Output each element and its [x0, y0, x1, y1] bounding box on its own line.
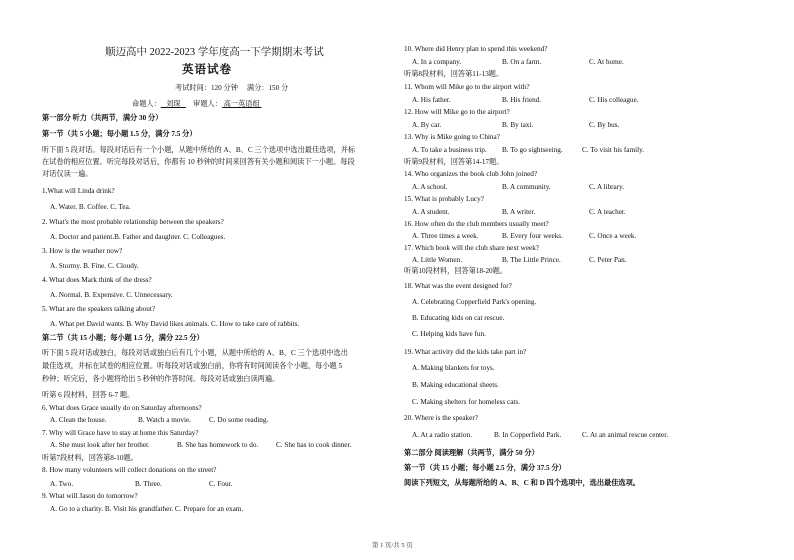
part1-heading: 第一部分 听力（共两节，满分 30 分） — [42, 114, 163, 122]
author-name: 刘琛 — [166, 100, 181, 108]
question-13-option-a: A. To take a business trip. — [412, 146, 487, 154]
question-18-option-a: A. Celebrating Copperfield Park's opening. — [412, 298, 537, 306]
section1-instruction: 对话仅读一遍。 — [42, 170, 93, 178]
author-label: 命题人： — [132, 100, 161, 108]
question-8-option-b: B. Three. — [135, 480, 162, 488]
question-6-option-a: A. Clean the house. — [50, 416, 107, 424]
question-6: 6. What does Grace usually do on Saturday afternoons? — [42, 404, 202, 412]
question-5-options: A. What pet David wants. B. Why David likes animals. C. How to take care of rabbits. — [50, 320, 300, 328]
section1-heading: 第一节（共 5 小题；每小题 1.5 分，满分 7.5 分） — [42, 130, 197, 138]
exam-meta-authors — [132, 99, 261, 109]
question-2: 2. What's the most probable relationship between the speakers? — [42, 218, 224, 226]
question-3-options: A. Stormy. B. Fine. C. Cloudy. — [50, 262, 139, 270]
question-6-option-c: C. Do some reading. — [209, 416, 269, 424]
question-19-option-a: A. Making blankets for toys. — [412, 364, 495, 372]
material-7-label: 听第7段材料，回答第8-10题。 — [42, 454, 138, 462]
question-17: 17. Which book will the club share next week? — [404, 244, 539, 252]
material-10-label: 听第10段材料，回答第18-20题。 — [404, 267, 508, 275]
question-6-option-b: B. Watch a movie. — [138, 416, 191, 424]
question-15-option-b: B. A writer. — [502, 208, 536, 216]
question-15-option-a: A. A student. — [412, 208, 450, 216]
question-5: 5. What are the speakers talking about? — [42, 305, 156, 313]
question-16: 16. How often do the club members usually meet? — [404, 220, 549, 228]
section2-heading: 第二节（共 15 小题；每小题 1.5 分，满分 22.5 分） — [42, 334, 204, 342]
question-3: 3. How is the weather now? — [42, 247, 123, 255]
section2-instruction: 听下面 5 段对话或独白，每段对话或独白后有几个小题，从题中所给的 A、B、C 三个选项中选出 — [42, 349, 348, 357]
question-4: 4. What does Mark think of the dress? — [42, 276, 152, 284]
question-11-option-a: A. His father. — [412, 96, 451, 104]
question-20-option-b: B. In Copperfield Park. — [494, 431, 562, 439]
question-17-option-a: A. Little Women. — [412, 256, 462, 264]
question-8-option-c: C. Four. — [209, 480, 233, 488]
page-number: 第 1 页/共 5 页 — [372, 542, 413, 549]
material-8-label: 听第8段材料，回答第11-13题。 — [404, 70, 504, 78]
question-19-option-c: C. Making shelters for homeless cats. — [412, 398, 520, 406]
question-18-option-c: C. Helping kids have fun. — [412, 330, 486, 338]
exam-meta-time — [175, 83, 288, 93]
score-label: 满分：150 分 — [246, 84, 289, 92]
material-6-label: 听第 6 段材料，回答 6-7 题。 — [42, 391, 135, 399]
question-9-options: A. Go to a charity. B. Visit his grandfather. C. Prepare for an exam. — [50, 505, 244, 513]
question-13: 13. Why is Mike going to China? — [404, 133, 500, 141]
question-18: 18. What was the event designed for? — [404, 282, 512, 290]
question-18-option-b: B. Educating kids on cat rescue. — [412, 314, 505, 322]
question-20-option-c: C. At an animal rescue center. — [582, 431, 669, 439]
question-19: 19. What activity did the kids take part in? — [404, 348, 527, 356]
question-11-option-c: C. His colleague. — [589, 96, 639, 104]
question-13-option-c: C. To visit his family. — [582, 146, 644, 154]
question-7: 7. Why will Grace have to stay at home this Saturday? — [42, 429, 199, 437]
question-7-option-b: B. She has homework to do. — [177, 441, 259, 449]
question-20-option-a: A. At a radio station. — [412, 431, 472, 439]
question-1-options: A. Water. B. Coffee. C. Tea. — [50, 203, 131, 211]
question-7-option-c: C. She has to cook dinner. — [276, 441, 352, 449]
section2-instruction: 最佳选项，并标在试卷的相应位置。听每段对话或独白前，你将有时间阅读各个小题，每小题 5 — [42, 362, 343, 370]
question-17-option-c: C. Peter Pan. — [589, 256, 627, 264]
reviewer-name: 高一英语组 — [223, 100, 260, 108]
question-16-option-c: C. Once a week. — [589, 232, 637, 240]
exam-subtitle: 英语试卷 — [182, 64, 232, 76]
question-12-option-c: C. By bus. — [589, 121, 620, 129]
question-12-option-a: A. By car. — [412, 121, 442, 129]
question-12-option-b: B. By taxi. — [502, 121, 534, 129]
question-20: 20. Where is the speaker? — [404, 414, 478, 422]
section1-instruction: 在试卷的相应位置。听完每段对话后，你都有 10 秒钟的时间来回答有关小题和阅读下一小题。每段 — [42, 158, 355, 166]
question-9: 9. What will Jason do tomorrow? — [42, 492, 138, 500]
part2-heading: 第二部分 阅读理解（共两节，满分 50 分） — [404, 449, 539, 457]
question-17-option-b: B. The Little Prince. — [502, 256, 561, 264]
question-11: 11. Whom will Mike go to the airport with? — [404, 83, 530, 91]
part2-instruction: 阅读下列短文，从每题所给的 A、B、C 和 D 四个选项中，选出最佳选项。 — [404, 479, 640, 487]
question-14-option-a: A. A school. — [412, 183, 448, 191]
reviewer-label: 审题人： — [193, 100, 222, 108]
material-9-label: 听第9段材料，回答第14-17题。 — [404, 158, 504, 166]
time-label: 考试时间：120 分钟 — [175, 84, 238, 92]
question-16-option-b: B. Every four weeks. — [502, 232, 563, 240]
question-8-option-a: A. Two. — [50, 480, 74, 488]
question-14: 14. Who organizes the book club John joined? — [404, 170, 538, 178]
question-2-options: A. Doctor and patient.B. Father and daughter. C. Colleagues. — [50, 233, 226, 241]
question-14-option-c: C. A library. — [589, 183, 625, 191]
question-16-option-a: A. Three times a week. — [412, 232, 479, 240]
question-10-option-c: C. At home. — [589, 58, 624, 66]
question-15-option-c: C. A teacher. — [589, 208, 626, 216]
question-1: 1.What will Linda drink? — [42, 187, 115, 195]
question-8: 8. How many volunteers will collect donations on the street? — [42, 466, 217, 474]
section2-instruction: 秒钟；听完后，各小题将给出 5 秒钟的作答时间。每段对话或独白读两遍。 — [42, 375, 280, 383]
question-10-option-a: A. In a company. — [412, 58, 462, 66]
question-15: 15. What is probably Lucy? — [404, 195, 484, 203]
section1-instruction: 听下面 5 段对话。每段对话后有一个小题，从题中所给的 A、B、C 三个选项中选出最佳选项，并标 — [42, 146, 356, 154]
question-13-option-b: B. To go sightseeing. — [502, 146, 563, 154]
question-10: 10. Where did Henry plan to spend this weekend? — [404, 45, 548, 53]
question-19-option-b: B. Making educational sheets. — [412, 381, 499, 389]
question-11-option-b: B. His friend. — [502, 96, 542, 104]
question-12: 12. How will Mike go to the airport? — [404, 108, 510, 116]
part2-section1-heading: 第一节（共 15 小题；每小题 2.5 分，满分 37.5 分） — [404, 464, 566, 472]
exam-title: 顺迈高中 2022-2023 学年度高一下学期期末考试 — [105, 47, 324, 58]
question-4-options: A. Normal. B. Expensive. C. Unnecessary. — [50, 291, 173, 299]
question-7-option-a: A. She must look after her brother. — [50, 441, 150, 449]
question-10-option-b: B. On a farm. — [502, 58, 542, 66]
question-14-option-b: B. A community. — [502, 183, 551, 191]
